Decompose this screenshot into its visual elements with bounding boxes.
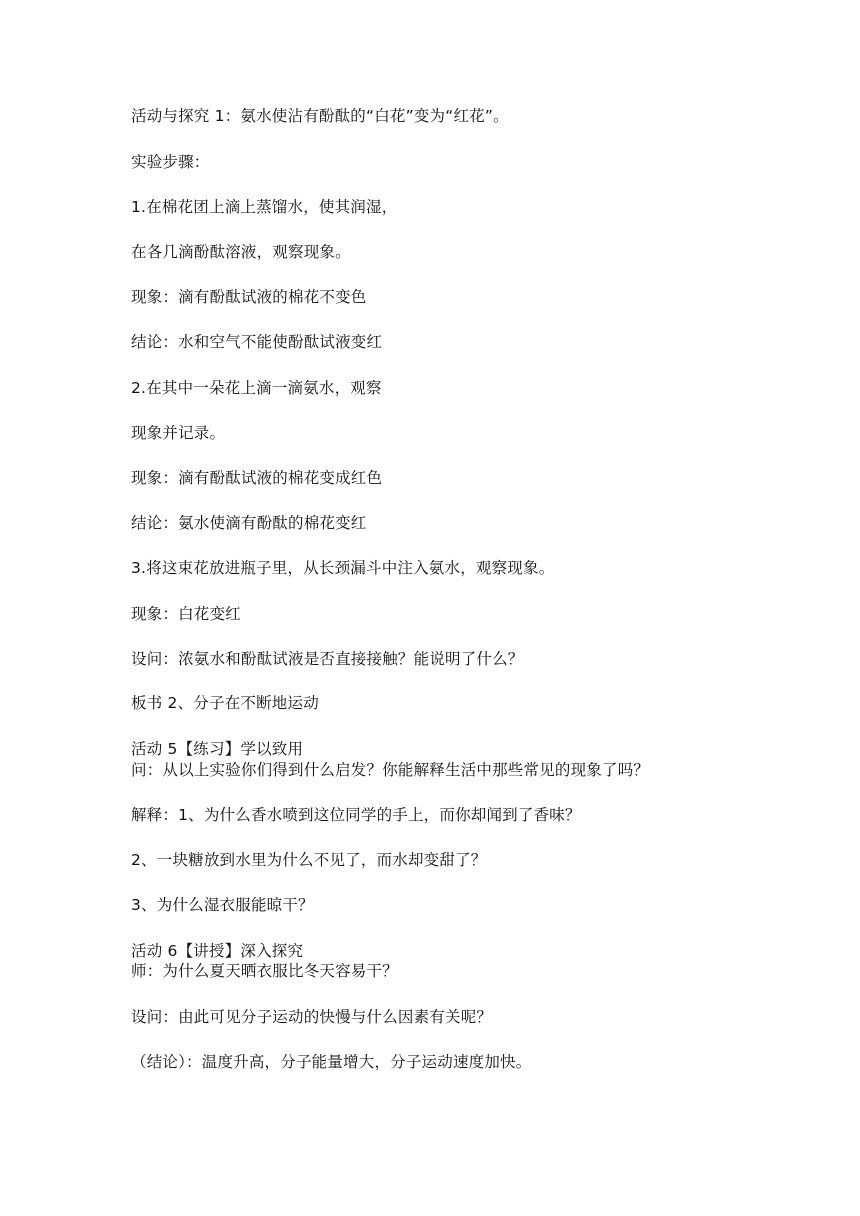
explanation-2: 2、一块糖放到水里为什么不见了，而水却变甜了？ <box>131 851 487 869</box>
step-3-text: 3.将这束花放进瓶子里，从长颈漏斗中注入氨水，观察现象。 <box>131 559 555 577</box>
explanation-1: 解释：1、为什么香水喷到这位同学的手上，而你却闻到了香味？ <box>131 806 581 824</box>
activity-5-heading: 活动 5【练习】学以致用 <box>131 740 304 758</box>
activity-6-heading: 活动 6【讲授】深入探究 <box>131 942 304 960</box>
observation-1: 现象：滴有酚酞试液的棉花不变色 <box>131 288 367 306</box>
final-conclusion: （结论）：温度升高，分子能量增大，分子运动速度加快。 <box>131 1053 532 1071</box>
question-2: 设问：由此可见分子运动的快慢与什么因素有关呢？ <box>131 1008 493 1026</box>
observation-3: 现象：白花变红 <box>131 605 241 623</box>
step-1-continuation: 在各几滴酚酞溶液，观察现象。 <box>131 243 351 261</box>
activity-1-heading: 活动与探究 1：氨水使沾有酚酞的“白花”变为“红花”。 <box>131 107 509 125</box>
board-note-2: 板书 2、分子在不断地运动 <box>131 694 319 712</box>
step-2-text: 2.在其中一朵花上滴一滴氨水，观察 <box>131 379 382 397</box>
teacher-question: 师：为什么夏天晒衣服比冬天容易干？ <box>131 962 398 980</box>
conclusion-2: 结论：氨水使滴有酚酞的棉花变红 <box>131 514 367 532</box>
step-2-continuation: 现象并记录。 <box>131 424 226 442</box>
step-1-text: 1.在棉花团上滴上蒸馏水，使其润湿， <box>131 198 398 216</box>
activity-5-question: 问：从以上实验你们得到什么启发？你能解释生活中那些常见的现象了吗？ <box>131 761 650 779</box>
observation-2: 现象：滴有酚酞试液的棉花变成红色 <box>131 469 383 487</box>
steps-heading: 实验步骤： <box>131 153 210 171</box>
explanation-3: 3、为什么湿衣服能晾干？ <box>131 896 314 914</box>
conclusion-1: 结论：水和空气不能使酚酞试液变红 <box>131 333 383 351</box>
question-1: 设问：浓氨水和酚酞试液是否直接接触？能说明了什么？ <box>131 650 524 668</box>
